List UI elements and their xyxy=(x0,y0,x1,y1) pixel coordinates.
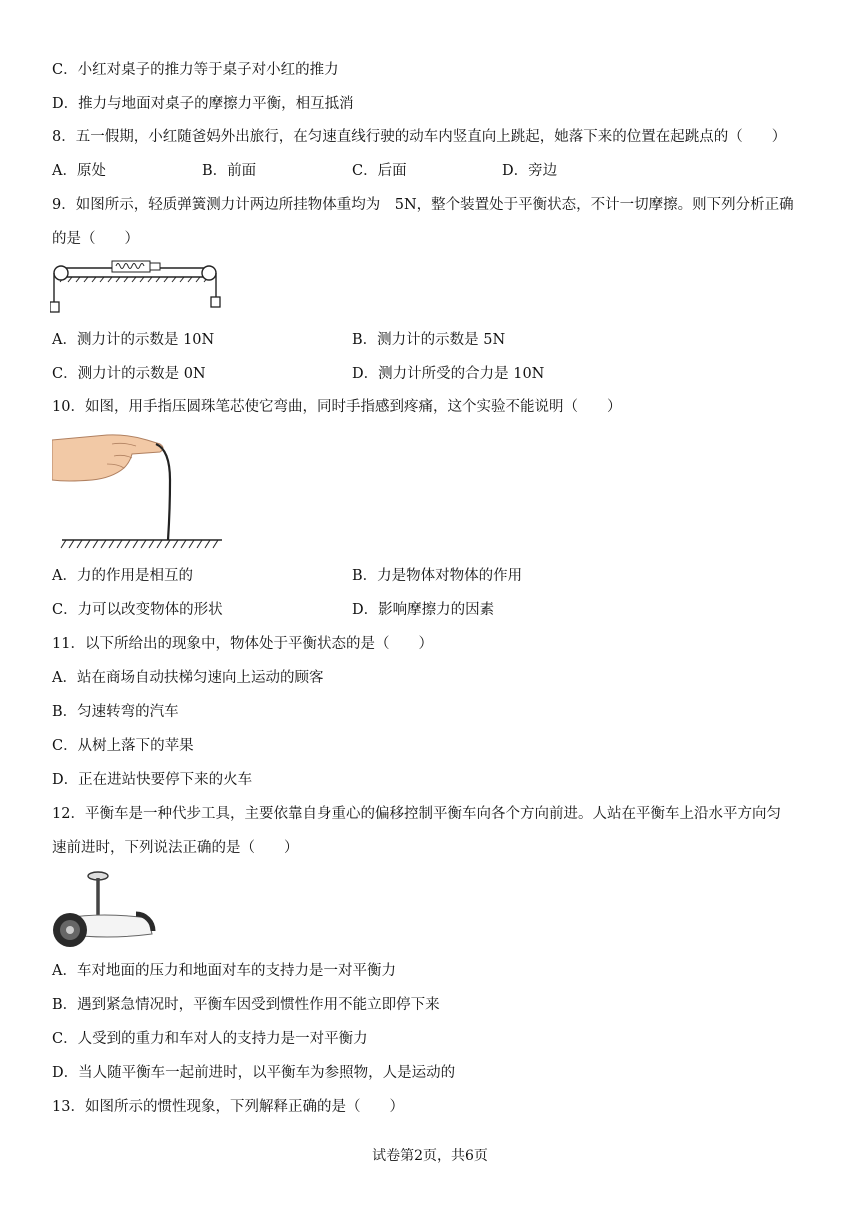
q10-option-a: A．力的作用是相互的 xyxy=(52,568,193,584)
spring-scale-pulley-figure xyxy=(50,255,222,317)
q9-stem-line2: 的是（ ） xyxy=(52,231,139,247)
q8-option-c: C．后面 xyxy=(352,163,407,179)
finger-pressing-pen-refill-figure xyxy=(52,430,227,552)
q11-stem: 11．以下所给出的现象中，物体处于平衡状态的是（ ） xyxy=(52,636,433,652)
q10-stem: 10．如图，用手指压圆珠笔芯使它弯曲，同时手指感到疼痛，这个实验不能说明（ ） xyxy=(52,399,622,415)
q12-option-b: B．遇到紧急情况时，平衡车因受到惯性作用不能立即停下来 xyxy=(52,997,440,1013)
q11-option-b: B．匀速转弯的汽车 xyxy=(52,704,179,720)
q9-option-a: A．测力计的示数是 10N xyxy=(52,332,215,348)
q8-option-a: A．原处 xyxy=(52,163,106,179)
q12-option-d: D．当人随平衡车一起前进时，以平衡车为参照物，人是运动的 xyxy=(52,1065,456,1081)
q12-stem-line2: 速前进时，下列说法正确的是（ ） xyxy=(52,840,299,856)
q10-option-b: B．力是物体对物体的作用 xyxy=(352,568,523,584)
q8-option-b: B．前面 xyxy=(202,163,257,179)
q11-option-a: A．站在商场自动扶梯匀速向上运动的顾客 xyxy=(52,670,324,686)
q8-stem: 8．五一假期，小红随爸妈外出旅行，在匀速直线行驶的动车内竖直向上跳起，她落下来的位置在起跳点的（ ） xyxy=(52,129,787,145)
q10-option-d: D．影响摩擦力的因素 xyxy=(352,602,495,618)
q12-option-a: A．车对地面的压力和地面对车的支持力是一对平衡力 xyxy=(52,963,396,979)
q11-option-d: D．正在进站快要停下来的火车 xyxy=(52,772,253,788)
q11-option-c: C．从树上落下的苹果 xyxy=(52,738,194,754)
q7-option-d: D．推力与地面对桌子的摩擦力平衡，相互抵消 xyxy=(52,96,354,112)
q12-stem-line1: 12．平衡车是一种代步工具，主要依靠自身重心的偏移控制平衡车向各个方向前进。人站在平衡车上沿水平方向匀 xyxy=(52,806,781,822)
q9-option-c: C．测力计的示数是 0N xyxy=(52,366,206,382)
q9-stem-line1: 9．如图所示，轻质弹簧测力计两边所挂物体重均为 5N，整个装置处于平衡状态，不计一切摩擦。则下列分析正确 xyxy=(52,197,794,213)
q10-option-c: C．力可以改变物体的形状 xyxy=(52,602,223,618)
q12-option-c: C．人受到的重力和车对人的支持力是一对平衡力 xyxy=(52,1031,368,1047)
q9-option-d: D．测力计所受的合力是 10N xyxy=(352,366,545,382)
q8-option-d: D．旁边 xyxy=(502,163,558,179)
page-footer: 试卷第2页，共6页 xyxy=(372,1148,488,1164)
self-balancing-scooter-figure xyxy=(52,864,162,950)
q9-option-b: B．测力计的示数是 5N xyxy=(352,332,506,348)
q13-stem: 13．如图所示的惯性现象，下列解释正确的是（ ） xyxy=(52,1099,404,1115)
q7-option-c: C．小红对桌子的推力等于桌子对小红的推力 xyxy=(52,62,339,78)
